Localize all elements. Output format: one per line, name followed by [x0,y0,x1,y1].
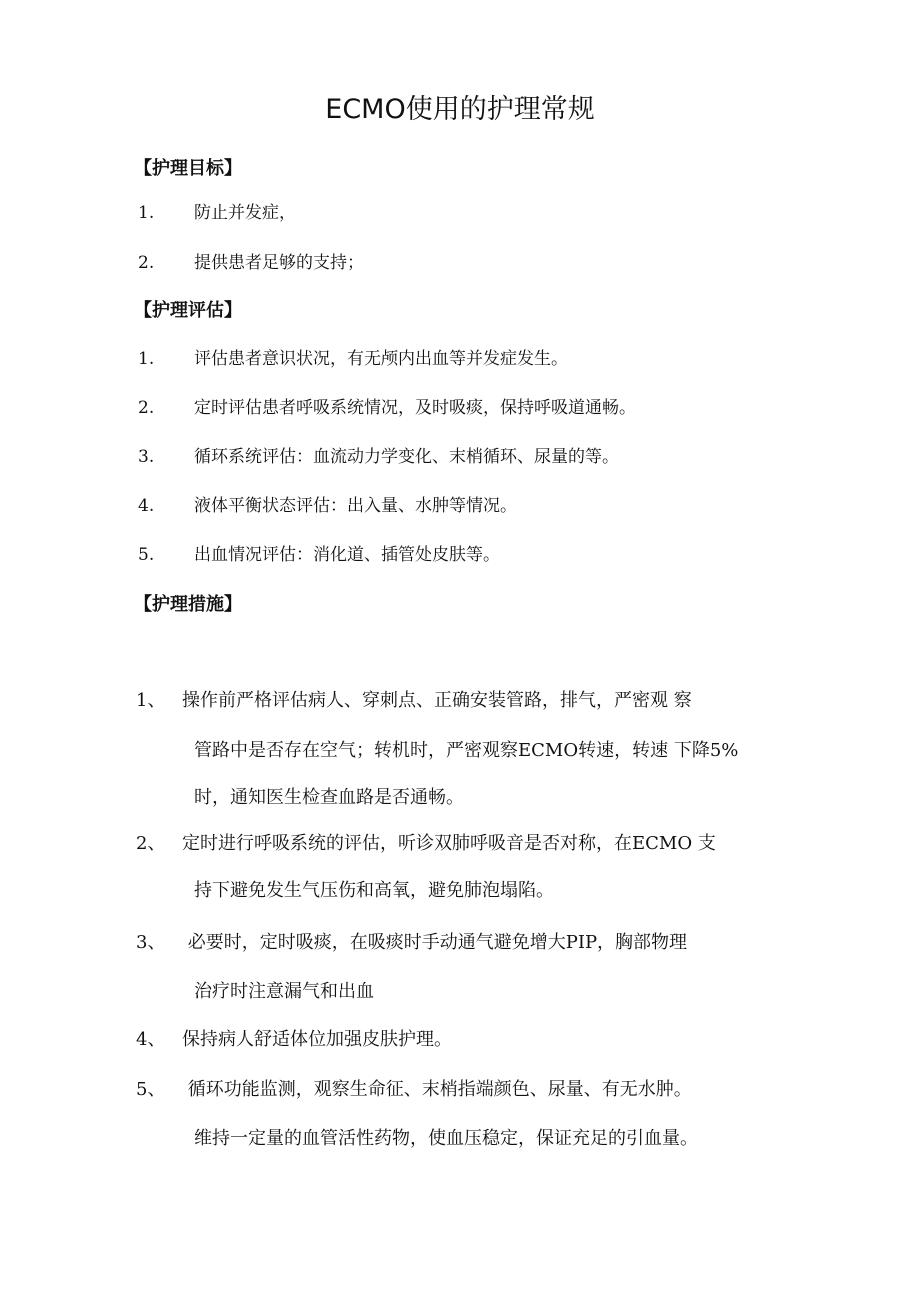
measure-item-text: 维持一定量的血管活性药物，使血压稳定，保证充足的引血量。 [194,1128,698,1149]
measure-item-text: 循环功能监测，观察生命征、末梢指端颜色、尿量、有无水肿。 [182,1079,692,1100]
assessment-item [138,540,500,570]
goal-item-number: 2. [138,253,155,273]
measure-item-line [136,829,716,859]
measure-item-line [194,977,374,1007]
measure-item-text: 操作前严格评估病人、穿刺点、正确安装管路，排气，严密观 察 [182,690,692,711]
measure-item-line [136,686,692,716]
measure-item-text: 治疗时注意漏气和出血 [194,981,374,1002]
measure-item-line [136,1025,452,1055]
section-heading-measures: 【护理措施】 [134,594,242,615]
assessment-item-text: 液体平衡状态评估：出入量、水肿等情况。 [194,496,517,516]
measure-item-number: 2、 [136,833,166,854]
measure-item-number: 3、 [136,932,166,953]
measure-item-line [194,783,464,813]
measure-item-line [194,736,738,766]
goal-item-text: 防止并发症， [194,203,296,223]
measure-item-number: 4、 [136,1029,166,1050]
measure-item-line [136,928,687,958]
measure-item-line [194,876,554,906]
assessment-item-number: 5. [138,545,155,565]
measure-item-line [194,1124,698,1154]
assessment-item-number: 1. [138,349,155,369]
measure-item-text: 必要时，定时吸痰，在吸痰时手动通气避免增大PIP，胸部物理 [182,932,688,953]
assessment-item-number: 3. [138,447,155,467]
assessment-item-number: 4. [138,496,155,516]
measure-item-text: 定时进行呼吸系统的评估，听诊双肺呼吸音是否对称，在ECMO 支 [182,833,716,854]
goal-item [138,248,364,278]
assessment-item [138,491,517,521]
measure-item-text: 管路中是否存在空气；转机时，严密观察ECMO转速，转速 下降5% [194,740,739,761]
measure-item-text: 时，通知医生检查血路是否通畅。 [194,787,464,808]
assessment-item-text: 定时评估患者呼吸系统情况，及时吸痰，保持呼吸道通畅。 [194,398,636,418]
measure-item-number: 1、 [136,690,166,711]
page-title: ECMO使用的护理常规 [325,94,595,125]
assessment-item-text: 循环系统评估：血流动力学变化、末梢循环、尿量的等。 [194,447,619,467]
measure-item-text: 保持病人舒适体位加强皮肤护理。 [182,1029,452,1050]
assessment-item-number: 2. [138,398,155,418]
goal-item-text: 提供患者足够的支持； [194,253,364,273]
assessment-item [138,344,568,374]
assessment-item [138,393,636,423]
assessment-item-text: 评估患者意识状况，有无颅内出血等并发症发生。 [194,349,568,369]
section-heading-goals: 【护理目标】 [134,158,242,179]
measure-item-number: 5、 [136,1079,166,1100]
measure-item-line [136,1075,692,1105]
goal-item-number: 1. [138,203,155,223]
section-heading-assessment: 【护理评估】 [134,300,242,321]
measure-item-text: 持下避免发生气压伤和高氧，避免肺泡塌陷。 [194,880,554,901]
assessment-item-text: 出血情况评估：消化道、插管处皮肤等。 [194,545,500,565]
assessment-item [138,442,619,472]
goal-item [138,198,296,228]
